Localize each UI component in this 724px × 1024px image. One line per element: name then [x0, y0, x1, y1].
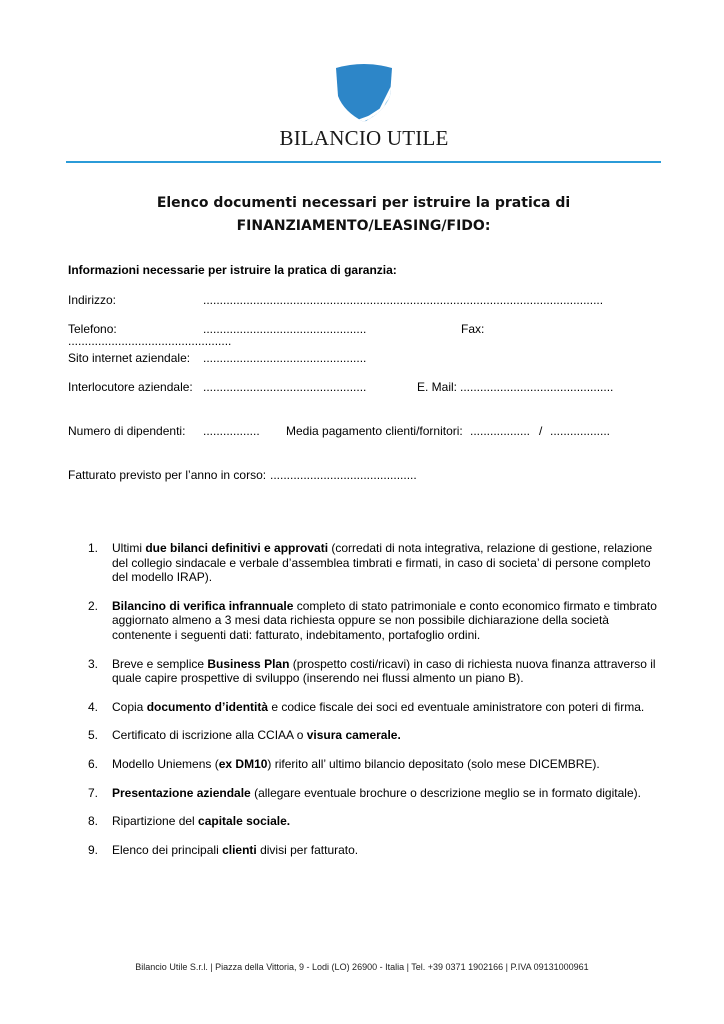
- interlocutore-field[interactable]: .................................................: [203, 380, 367, 394]
- dipendenti-label: Numero di dipendenti:: [68, 424, 186, 438]
- email-label: E. Mail:: [417, 380, 458, 394]
- section-heading: Informazioni necessarie per istruire la pratica di garanzia:: [68, 263, 397, 277]
- title-line-1: Elenco documenti necessari per istruire la pratica di: [156, 195, 571, 211]
- fax-label: Fax:: [461, 322, 485, 336]
- item-text: (corredati di nota integrativa, relazione di gestione, relazione del collegio sindacale e verbale d’assemblea timbrati e firmati, in caso di societa’ di persone completo del modello IRAP).: [112, 541, 653, 585]
- item-bold: capitale sociale.: [198, 814, 291, 829]
- sito-field[interactable]: .................................................: [203, 351, 367, 365]
- fatturato-label: Fatturato previsto per l’anno in corso:: [68, 468, 267, 482]
- item-text: Ripartizione del: [112, 814, 199, 829]
- shield-icon: [332, 62, 396, 124]
- item-text: (allegare eventuale brochure o descrizione meglio se in formato digitale).: [250, 785, 641, 800]
- list-item: [88, 814, 658, 829]
- item-text: Elenco dei principali: [112, 842, 223, 857]
- media-separator: /: [539, 424, 543, 438]
- item-text: Modello Uniemens (: [112, 756, 219, 771]
- documents-list: [88, 541, 658, 857]
- header-divider: [66, 161, 661, 163]
- company-logo: [262, 52, 466, 152]
- item-text: Certificato di iscrizione alla CCIAA o: [112, 728, 307, 743]
- list-number: 8.: [88, 814, 99, 829]
- item-text: e codice fiscale dei soci ed eventuale aministratore con poteri di firma.: [268, 699, 645, 714]
- item-bold: clienti: [222, 842, 257, 857]
- item-bold: visura camerale.: [306, 728, 401, 743]
- item-bold: documento d’identità: [146, 699, 269, 714]
- item-bold: due bilanci definitivi e approvati: [145, 541, 329, 555]
- telefono-field[interactable]: .................................................: [203, 322, 367, 336]
- item-text: Copia: [112, 699, 147, 714]
- indirizzo-label: Indirizzo:: [68, 293, 117, 307]
- item-bold: Presentazione aziendale: [112, 785, 251, 800]
- list-number: 7.: [88, 785, 99, 800]
- telefono-label: Telefono:: [68, 322, 117, 336]
- list-number: 5.: [88, 728, 99, 743]
- item-text: Ultimi: [112, 541, 146, 555]
- fatturato-field[interactable]: ............................................: [270, 468, 417, 482]
- list-item: [88, 541, 658, 585]
- list-item: [88, 728, 658, 743]
- item-text: ) riferito all’ ultimo bilancio depositato (solo mese DICEMBRE).: [267, 756, 600, 771]
- item-text: divisi per fatturato.: [256, 842, 359, 857]
- list-number: 1.: [88, 541, 99, 555]
- media-label: Media pagamento clienti/fornitori:: [286, 424, 463, 438]
- email-field[interactable]: ..............................................: [460, 380, 614, 394]
- fax-field[interactable]: .................................................: [68, 334, 232, 348]
- item-text: completo di stato patrimoniale e conto economico firmato e timbrato aggiornato almeno a 3 mesi data richiesta oppure se non possibile dichiarazione della società contenente i seguenti dati: fatturato, indebitamento, portafoglio ordini.: [112, 598, 657, 642]
- item-bold: ex DM10: [218, 756, 268, 771]
- item-text: (prospetto costi/ricavi) in caso di richiesta nuova finanza attraverso il quale capire prospettive di sviluppo (inserendo nei flussi almento un piano B).: [112, 656, 656, 686]
- dipendenti-field[interactable]: .................: [203, 424, 260, 438]
- list-number: 9.: [88, 842, 99, 857]
- item-bold: Bilancino di verifica infrannuale: [112, 598, 294, 613]
- list-number: 6.: [88, 756, 99, 771]
- item-text: Breve e semplice: [112, 656, 208, 671]
- list-item: [88, 657, 658, 686]
- list-number: 3.: [88, 656, 99, 671]
- list-item: [88, 757, 658, 772]
- media-fornitori-field[interactable]: ..................: [550, 424, 611, 438]
- page-footer: Bilancio Utile S.r.l. | Piazza della Vittoria, 9 - Lodi (LO) 26900 - Italia | Tel. +39 0371 1902166 | P.IVA 09131000961: [135, 962, 589, 972]
- list-number: 2.: [88, 598, 99, 613]
- list-item: [88, 700, 658, 715]
- media-clienti-field[interactable]: ..................: [470, 424, 531, 438]
- sito-label: Sito internet aziendale:: [68, 351, 191, 365]
- list-item: [88, 599, 658, 643]
- page-title: [66, 192, 661, 238]
- title-line-2: FINANZIAMENTO/LEASING/FIDO:: [236, 218, 491, 234]
- list-item: [88, 786, 658, 801]
- logo-text: BILANCIO UTILE: [279, 126, 449, 150]
- item-bold: Business Plan: [207, 656, 290, 671]
- interlocutore-label: Interlocutore aziendale:: [68, 380, 193, 394]
- indirizzo-field[interactable]: ........................................................................................................................: [203, 293, 604, 307]
- list-item: [88, 843, 658, 858]
- list-number: 4.: [88, 699, 99, 714]
